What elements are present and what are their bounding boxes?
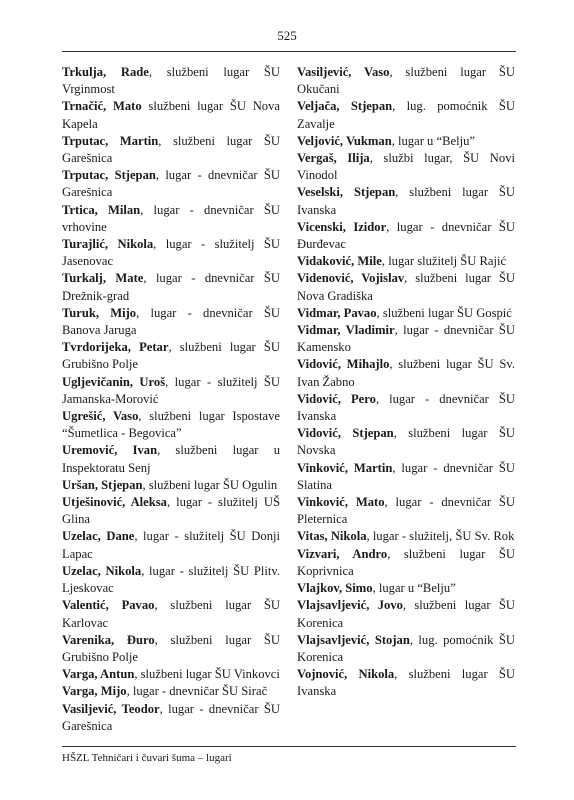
list-item: [297, 460, 515, 494]
entry-description: službeni lugar ŠU Nova Kapela: [62, 99, 280, 131]
entry-name: Ugljevičanin, Uroš: [62, 374, 166, 389]
entry-name: Varga, Mijo: [62, 684, 127, 699]
entry-description: , službeni lugar ŠU Gospić: [376, 305, 512, 320]
entry-description: , službeni lugar ŠU Ivanska: [297, 667, 515, 699]
entry-name: Uzelac, Dane: [62, 529, 135, 544]
entry-name: Trputac, Martin: [62, 133, 159, 148]
list-item: [62, 236, 280, 270]
entry-description: , službi lugar, ŠU Novi Vinodol: [297, 151, 515, 183]
list-item: [297, 270, 515, 304]
entry-name: Turajlić, Nikola: [62, 237, 154, 252]
entry-description: , lugar - dnevničar ŠU vrhovine: [62, 202, 280, 234]
list-item: [62, 98, 280, 132]
entry-description: , lugar služitelj ŠU Rajić: [381, 254, 507, 269]
entry-name: Vizvari, Andro: [297, 546, 388, 561]
entry-name: Vlajsavljević, Stojan: [297, 632, 410, 647]
list-item: [62, 683, 280, 700]
list-item: [297, 425, 515, 459]
list-item: [62, 563, 280, 597]
entry-description: , lugar - dnevničar ŠU Đurđevac: [297, 219, 515, 252]
entry-name: Vlajsavljević, Jovo: [297, 598, 403, 613]
list-item: [62, 597, 280, 631]
entry-name: Vidmar, Vladimir: [297, 323, 395, 338]
entry-description: , lugar - služitelj ŠU Plitv. Ljeskovac: [62, 563, 280, 596]
entry-description: , službeni lugar ŠU Sv. Ivan Žabno: [297, 357, 515, 389]
list-item: [62, 374, 280, 408]
list-item: [62, 305, 280, 339]
list-item: [62, 477, 280, 494]
list-item: [62, 666, 280, 683]
entry-name: Vitas, Nikola: [297, 529, 367, 544]
entry-description: , lugar - služitelj ŠU Jasenovac: [62, 237, 280, 269]
entry-description: , službeni lugar ŠU Novska: [297, 426, 515, 458]
entry-name: Ugrešić, Vaso: [62, 409, 139, 424]
entry-name: Tvrdorijeka, Petar: [62, 340, 169, 355]
entry-description: , lug. pomoćnik ŠU Zavalje: [297, 99, 515, 131]
list-item: [297, 632, 515, 666]
page-number: 525: [277, 28, 297, 43]
list-item: [297, 253, 515, 270]
list-item: [297, 546, 515, 580]
entry-description: , službeni lugar u Inspektoratu Senj: [62, 443, 280, 475]
entry-name: Veljović, Vukman: [297, 133, 392, 148]
list-item: [297, 98, 515, 132]
list-item: [297, 528, 515, 545]
entry-description: , službeni lugar ŠU Okučani: [297, 65, 515, 97]
entry-name: Vidović, Pero: [297, 391, 376, 406]
footer-text: HŠZL Tehničari i čuvari šuma – lugari: [62, 752, 232, 764]
entry-name: Varga, Antun: [62, 667, 135, 682]
entry-description: , službeni lugar ŠU Koprivnica: [297, 546, 515, 578]
list-item: [62, 167, 280, 201]
entry-description: , službeni lugar ŠU Grubišno Polje: [62, 632, 280, 664]
list-item: [297, 305, 515, 322]
entry-name: Vlajkov, Simo: [297, 581, 373, 596]
entry-name: Trtica, Milan: [62, 202, 141, 217]
entry-description: , lug. pomoćnik ŠU Korenica: [297, 632, 515, 664]
list-item: [62, 442, 280, 476]
entry-description: , lugar - dnevničar ŠU Banova Jaruga: [62, 305, 280, 338]
entry-description: , službeni lugar ŠU Nova Gradiška: [297, 271, 515, 303]
list-item: [297, 133, 515, 150]
entry-name: Vidović, Stjepan: [297, 426, 394, 441]
entry-name: Trputac, Stjepan: [62, 168, 156, 183]
entry-name: Vinković, Mato: [297, 495, 385, 510]
entry-description: , lugar - dnevničar ŠU Drežnik-grad: [62, 271, 280, 303]
entry-name: Utješinović, Aleksa: [62, 495, 167, 510]
footer-rule: [62, 746, 516, 747]
list-item: [62, 528, 280, 562]
entry-name: Uremović, Ivan: [62, 443, 158, 458]
entry-description: , lugar - dnevničar ŠU Pleternica: [297, 495, 516, 527]
entry-description: , lugar u “Belju”: [372, 581, 456, 596]
entry-name: Vergaš, Ilija: [297, 151, 370, 166]
entry-description: , lugar u “Belju”: [391, 133, 475, 148]
header-rule: [62, 51, 516, 52]
right-column: [297, 64, 515, 701]
entry-description: , lugar - dnevničar ŠU Sirač: [126, 684, 268, 699]
entry-description: , službeni lugar Ispostave “Šumetlica - Begovica”: [62, 409, 280, 441]
list-item: [62, 270, 280, 304]
entry-description: , službeni lugar ŠU Karlovac: [62, 598, 280, 630]
list-item: [62, 133, 280, 167]
entry-name: Trkulja, Rade: [62, 65, 149, 79]
entry-name: Vasiljević, Teodor: [62, 701, 160, 716]
entry-name: Turuk, Mijo: [62, 305, 137, 320]
list-item: [297, 494, 515, 528]
list-item: [297, 666, 515, 700]
entry-description: , lugar - dnevničar ŠU Slatina: [297, 460, 515, 492]
list-item: [62, 701, 280, 735]
entry-name: Turkalj, Mate: [62, 271, 144, 286]
entry-name: Videnović, Vojislav: [297, 271, 405, 286]
entry-description: , službeni lugar ŠU Korenica: [297, 598, 515, 630]
list-item: [297, 64, 515, 98]
entry-description: , lugar - služitelj, ŠU Sv. Rok: [366, 529, 515, 544]
entry-name: Uršan, Stjepan: [62, 477, 143, 492]
entry-name: Vasiljević, Vaso: [297, 65, 390, 79]
entry-name: Vidović, Mihajlo: [297, 357, 390, 372]
entry-description: , lugar - služitelj ŠU Jamanska-Morović: [62, 374, 280, 406]
list-item: [297, 391, 515, 425]
entry-name: Uzelac, Nikola: [62, 563, 142, 578]
entry-name: Trnačić, Mato: [62, 99, 142, 114]
entry-name: Vojnović, Nikola: [297, 667, 395, 682]
list-item: [297, 184, 515, 218]
entry-description: , službeni lugar ŠU Garešnica: [62, 133, 280, 166]
entry-description: , službeni lugar ŠU Vrginmost: [62, 65, 280, 97]
entry-description: , lugar - služitelj ŠU Donji Lapac: [62, 529, 280, 561]
entry-name: Vidmar, Pavao: [297, 305, 377, 320]
entry-name: Vicenski, Izidor: [297, 219, 387, 234]
list-item: [62, 202, 280, 236]
list-item: [62, 494, 280, 528]
list-item: [297, 322, 515, 356]
entry-description: , lugar - dnevničar ŠU Kamensko: [297, 323, 515, 355]
entry-name: Vidaković, Mile: [297, 254, 382, 269]
entry-name: Veselski, Stjepan: [297, 185, 396, 200]
entry-name: Varenika, Đuro: [62, 632, 155, 647]
entry-description: , službeni lugar ŠU Ogulin: [142, 477, 278, 492]
entry-name: Veljača, Stjepan: [297, 99, 393, 114]
list-item: [62, 408, 280, 442]
entry-description: , lugar - služitelj UŠ Glina: [62, 495, 280, 527]
list-item: [297, 219, 515, 253]
left-column: [62, 64, 280, 735]
list-item: [62, 64, 280, 98]
entry-description: , lugar - dnevničar ŠU Garešnica: [62, 168, 280, 200]
entry-description: , službeni lugar ŠU Grubišno Polje: [62, 340, 280, 372]
entry-name: Vinković, Martin: [297, 460, 393, 475]
list-item: [62, 632, 280, 666]
entry-description: , lugar - dnevničar ŠU Garešnica: [62, 701, 280, 733]
list-item: [297, 597, 515, 631]
list-item: [297, 580, 515, 597]
entry-name: Valentić, Pavao: [62, 598, 155, 613]
entry-description: , službeni lugar ŠU Vinkovci: [134, 667, 280, 682]
list-item: [62, 339, 280, 373]
entry-description: , lugar - dnevničar ŠU Ivanska: [297, 391, 515, 424]
list-item: [297, 356, 515, 390]
list-item: [297, 150, 515, 184]
entry-description: , službeni lugar ŠU Ivanska: [297, 185, 515, 217]
